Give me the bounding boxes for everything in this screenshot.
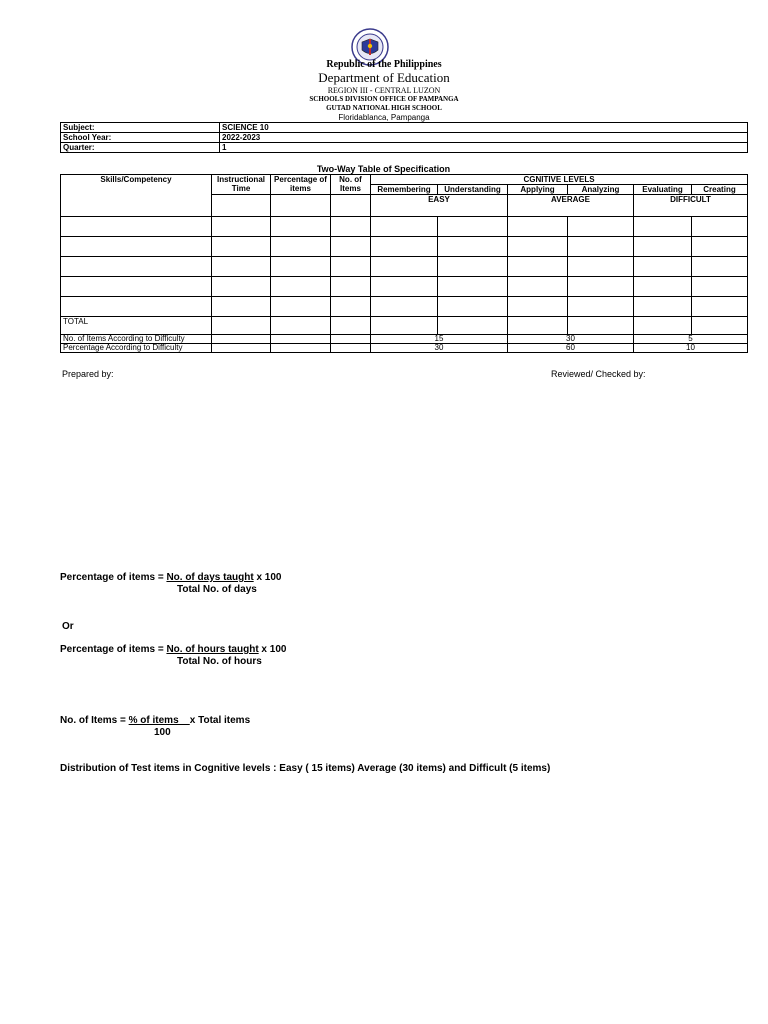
prepared-by-label: Prepared by: (62, 369, 114, 379)
table-row (61, 237, 748, 257)
division-heading: SCHOOLS DIVISION OFFICE OF PAMPANGA (309, 95, 459, 103)
info-table (60, 122, 748, 153)
group-average: AVERAGE (508, 195, 634, 217)
subject-label: Subject: (61, 123, 220, 133)
table-row (61, 217, 748, 237)
group-easy: EASY (371, 195, 508, 217)
department-heading: Department of Education (318, 70, 450, 85)
header-skills: Skills/Competency (61, 175, 212, 217)
percent-difficulty-row (61, 344, 748, 353)
percent-difficulty-label: Percentage According to Difficulty (61, 344, 212, 353)
level-creating: Creating (692, 185, 748, 195)
year-value: 2022-2023 (220, 133, 748, 143)
info-row-year (61, 133, 748, 143)
quarter-value: 1 (220, 143, 748, 153)
items-easy-value: 15 (371, 335, 508, 344)
formula-percentage-hours: Percentage of items = No. of hours taught x 100 (60, 644, 287, 655)
group-difficult: DIFFICULT (634, 195, 748, 217)
info-row-subject (61, 123, 748, 133)
header-cognitive-levels: CGNITIVE LEVELS (371, 175, 748, 185)
level-analyzing: Analyzing (568, 185, 634, 195)
table-row (61, 277, 748, 297)
empty-cell (331, 195, 371, 217)
reviewed-by-label: Reviewed/ Checked by: (551, 369, 646, 379)
total-label: TOTAL (61, 317, 212, 335)
header-percentage-of-items: Percentage of items (271, 175, 331, 195)
header-no-of-items: No. of Items (331, 175, 371, 195)
level-applying: Applying (508, 185, 568, 195)
empty-cell (271, 195, 331, 217)
items-average-value: 30 (508, 335, 634, 344)
header-instructional-time: Instructional Time (212, 175, 271, 195)
percent-easy-value: 30 (371, 344, 508, 353)
level-remembering: Remembering (371, 185, 438, 195)
table-row (61, 297, 748, 317)
region-heading: REGION III - CENTRAL LUZON (327, 86, 441, 95)
percent-difficult-value: 10 (634, 344, 748, 353)
level-evaluating: Evaluating (634, 185, 692, 195)
formula-numerator: No. of hours taught (166, 644, 259, 655)
formula-numerator: % of items (128, 715, 190, 726)
formula-numerator: No. of days taught (166, 572, 254, 583)
info-row-quarter (61, 143, 748, 153)
year-label: School Year: (61, 133, 220, 143)
formula-denominator: Total No. of hours (177, 656, 262, 667)
formula-denominator: Total No. of days (177, 584, 257, 595)
level-understanding: Understanding (438, 185, 508, 195)
formula-denominator: 100 (154, 727, 171, 738)
items-difficult-value: 5 (634, 335, 748, 344)
formula-no-of-items: No. of Items = % of items x Total items (60, 715, 251, 726)
total-row (61, 317, 748, 335)
table-row (61, 257, 748, 277)
formula-percentage-days: Percentage of items = No. of days taught x 100 (60, 572, 282, 583)
or-label: Or (62, 621, 74, 632)
empty-cell (212, 195, 271, 217)
percent-average-value: 60 (508, 344, 634, 353)
location-heading: Floridablanca, Pampanga (338, 113, 430, 122)
distribution-note: Distribution of Test items in Cognitive levels : Easy ( 15 items) Average (30 items) and Difficult (5 items) (60, 763, 551, 774)
tos-header-row (61, 175, 748, 185)
subject-value: SCIENCE 10 (220, 123, 748, 133)
tos-table (60, 174, 748, 353)
tos-title: Two-Way Table of Specification (316, 164, 451, 174)
items-difficulty-row (61, 335, 748, 344)
republic-heading: Republic of the Philippines (326, 59, 442, 70)
items-difficulty-label: No. of Items According to Difficulty (61, 335, 212, 344)
quarter-label: Quarter: (61, 143, 220, 153)
school-heading: GUTAD NATIONAL HIGH SCHOOL (326, 104, 442, 112)
